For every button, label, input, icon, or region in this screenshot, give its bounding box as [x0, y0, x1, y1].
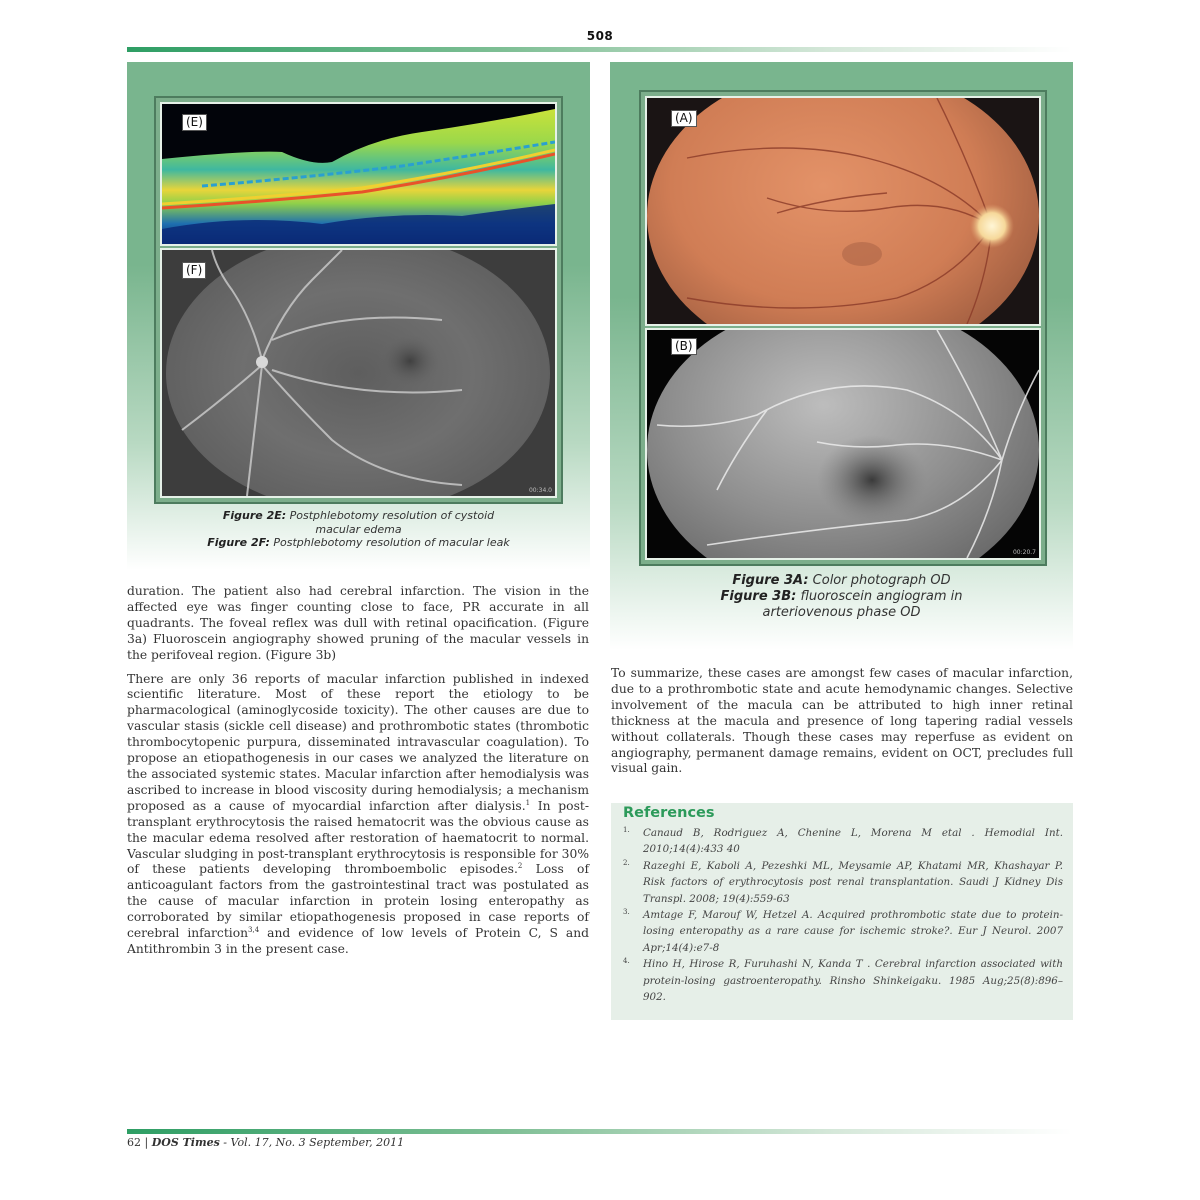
bottom-divider [127, 1129, 1072, 1134]
references-title: References [623, 805, 715, 821]
footer [127, 1136, 404, 1149]
footer-journal-name: DOS Times [151, 1136, 220, 1149]
footer-issue: - Vol. 17, No. 3 September, 2011 [219, 1136, 405, 1149]
figure-2f-image [160, 248, 557, 498]
citation-1: 1 [525, 798, 531, 807]
reference-number: 3. [623, 908, 630, 917]
angiogram-graphic [162, 250, 555, 496]
reference-item: 1. Canaud B, Rodriguez A, Chenine L, Morena M etal . Hemodial Int. 2010;14(4):433 40 [623, 825, 1063, 858]
caption-3a: Figure 3A: Color photograph OD [732, 573, 951, 588]
oct-scan-graphic [162, 104, 555, 244]
reference-item: 3. Amtage F, Marouf W, Hetzel A. Acquired prothrombotic state due to protein-losing enteropathy as a rare cause for ischemic stroke?. Eur J Neurol. 2007 Apr;14(4):e7-8 [623, 907, 1063, 956]
figure-3-frame [639, 90, 1047, 566]
figure-2-caption [127, 509, 590, 550]
footer-separator: | [144, 1136, 149, 1149]
panel-label-a: (A) [671, 110, 697, 127]
figure-3b-image [645, 328, 1041, 560]
paragraph-discussion: There are only 36 reports of macular infarction published in indexed scientific literature. Most of these report the etiology to be pharmacological (aminoglycoside toxicity). The other causes are due to vascular stasis (sickle cell disease) and prothrombotic states (thrombotic thrombocytopenic purpura, disseminated intravascular coagulation). To propose an etiopathogenesis in our cases we analyzed the literature on the associated systemic states. Macular infarction after hemodialysis was ascribed to increase in blood viscosity during hemodialysis; a mechanism proposed as a cause of myocardial infarction after dialysis.$^1$ In post-transplant erythrocytosis the raised hematocrit was the obvious cause as the macular edema resolved after restoration of haematocrit to normal. Vascular sludging in post-transplant erythrocytosis is responsible for 30% of these patients developing thromboembolic episodes.$^2$ Loss of anticoagulant factors from the gastrointestinal tract was postulated as the cause of macular infarction in protein losing enteropathy as corroborated by similar etiopathogenesis proposed in case reports of cerebral infarction$^{3,4}$ and evidence of low levels of Protein C, S and Antithrombin 3 in the present case. [127, 671, 589, 956]
paragraph-summary: To summarize, these cases are amongst few cases of macular infarction, due to a prothrombotic state and acute hemodynamic changes. Selective involvement of the macula can be attributed to high inner retinal thickness at the macula and presence of long tapering radial vessels without collaterals. Though these cases may reperfuse as evident on angiography, permanent damage remains, evident on OCT, precludes full visual gain. [611, 666, 1073, 776]
panel-label-f: (F) [182, 262, 206, 279]
citation-3-4: 3,4 [248, 925, 260, 934]
caption-2f: Figure 2F: Postphlebotomy resolution of macular leak [207, 536, 510, 549]
figure-3a-image [645, 96, 1041, 326]
right-column [611, 666, 1073, 785]
top-divider [127, 47, 1072, 52]
reference-number: 1. [623, 826, 630, 834]
figure-2e-image [160, 102, 557, 246]
angiogram-b-graphic [647, 330, 1039, 558]
paragraph-case-description: duration. The patient also had cerebral infarction. The vision in the affected eye was finger counting close to face, PR accurate in all quadrants. The foveal reflex was dull with retinal opacification. (Figure 3a) Fluoroscein angiography showed pruning of the macular vessels in the perifoveal region. (Figure 3b) [127, 584, 589, 662]
reference-number: 2. [623, 858, 630, 867]
timestamp-b: 00:20.7 [1012, 549, 1036, 556]
reference-item: 4. Hino H, Hirose R, Furuhashi N, Kanda T . Cerebral infarction associated with protein-losing gastroenteropathy. Rinsho Shinkeigaku. 1985 Aug;25(8):896–902. [623, 956, 1063, 1005]
references-box [611, 803, 1073, 1020]
panel-label-b: (B) [671, 338, 697, 355]
caption-2e-cont: macular edema [315, 522, 402, 536]
caption-3b: Figure 3B: fluoroscein angiogram in [720, 589, 963, 604]
footer-page-number: 62 [127, 1136, 141, 1149]
timestamp-f: 00:34.0 [528, 487, 552, 494]
caption-3b-cont: arteriovenous phase OD [762, 605, 921, 620]
fundus-photo-graphic [647, 98, 1039, 324]
figure-2-panel [127, 62, 590, 570]
left-column [127, 584, 589, 966]
figure-3-panel [610, 62, 1073, 650]
page-number: 508 [586, 29, 614, 43]
panel-label-e: (E) [182, 114, 207, 131]
reference-number: 4. [623, 957, 630, 966]
figure-2-frame [154, 96, 563, 504]
references-list [623, 825, 1063, 1005]
citation-2: 2 [517, 862, 523, 871]
reference-item: 2. Razeghi E, Kaboli A, Pezeshki ML, Meysamie AP, Khatami MR, Khashayar P. Risk factors of erythrocytosis post renal transplantation. Saudi J Kidney Dis Transpl. 2008; 19(4):559-63 [623, 858, 1063, 907]
caption-2e: Figure 2E: Postphlebotomy resolution of cystoid [222, 509, 495, 522]
figure-3-caption [610, 573, 1073, 621]
